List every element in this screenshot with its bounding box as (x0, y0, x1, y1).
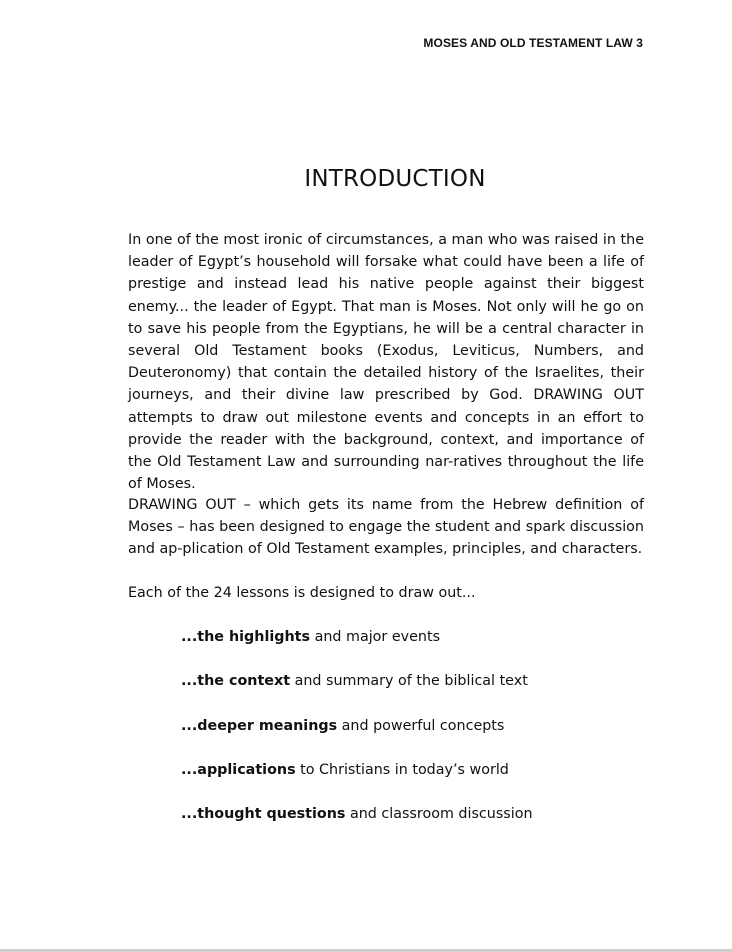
list-item (181, 803, 533, 847)
list-item-bold: ...the highlights (181, 629, 311, 645)
running-header: MOSES AND OLD TESTAMENT LAW 3 (423, 36, 643, 50)
list-item-bold: ...thought questions (181, 806, 346, 823)
list-item-text: and classroom discussion (345, 806, 533, 823)
list-item-text: to Christians in today’s world (295, 761, 509, 778)
draw-out-list (181, 626, 533, 847)
list-item (181, 715, 533, 759)
list-item (181, 626, 533, 670)
list-item (181, 759, 533, 803)
list-item (181, 670, 533, 714)
list-item-bold: ...deeper meanings (181, 717, 338, 734)
list-item-text: and powerful concepts (337, 717, 505, 734)
lessons-paragraph: Each of the 24 lessons is designed to draw out... (128, 585, 476, 601)
drawing-out-paragraph: DRAWING OUT – which gets its name from the Hebrew definition of Moses – has been designed to engage the student and spark discussion and ap-plication of Old Testament examples, principles, and characters. (128, 497, 644, 558)
list-item-text: and summary of the biblical text (290, 673, 528, 690)
list-item-bold: ...the context (181, 673, 291, 690)
intro-paragraph: In one of the most ironic of circumstances, a man who was raised in the leader of Egypt’s household will forsake what could have been a life of prestige and instead lead his native people against their biggest enemy... the leader of Egypt. That man is Moses. Not only will he go on to save his people from the Egyptians, he will be a central character in several Old Testament books (Exodus, Leviticus, Numbers, and Deuteronomy) that contain the detailed history of the Israelites, their journeys, and their divine law prescribed by God. DRAWING OUT attempts to draw out milestone events and concepts in an effort to provide the reader with the background, context, and importance of the Old Testament Law and surrounding nar-ratives throughout the life of Moses. (128, 232, 644, 493)
list-item-text: and major events (310, 629, 441, 645)
page-title: INTRODUCTION (304, 166, 486, 192)
list-item-bold: ...applications (181, 761, 296, 778)
